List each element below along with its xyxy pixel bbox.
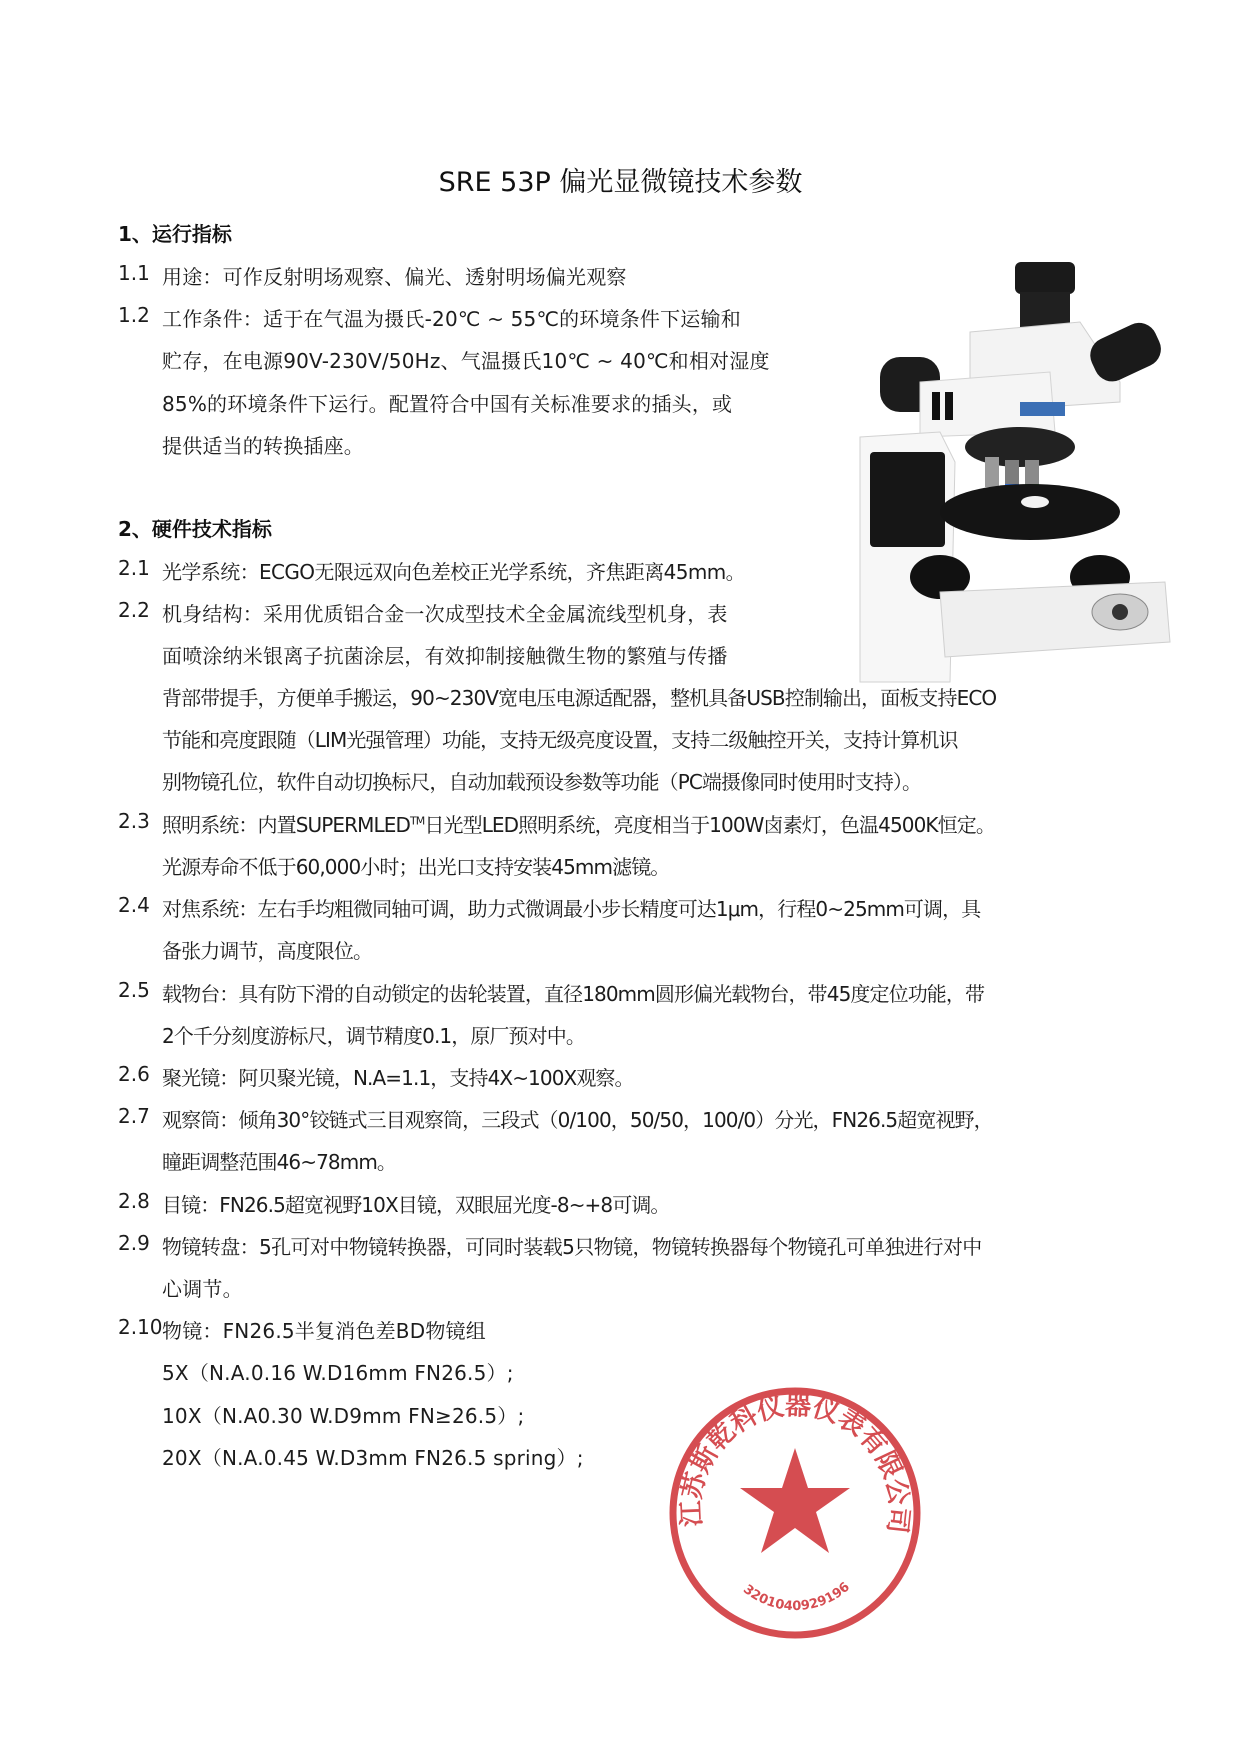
item-text-2-5-line2: 2个千分刻度游标尺，调节精度0.1，原厂预对中。 (162, 1024, 585, 1048)
item-text-1-2-line1: 工作条件：适于在气温为摄氏-20℃ ~ 55℃的环境条件下运输和 (162, 307, 741, 331)
item-text-2-10-line1: 物镜：FN26.5半复消色差BD物镜组 (162, 1319, 486, 1343)
item-text-2-3-line2: 光源寿命不低于60,000小时；出光口支持安装45mm滤镜。 (162, 855, 670, 879)
item-text-2-2-line4: 节能和亮度跟随（LIM光强管理）功能，支持无级亮度设置，支持二级触控开关，支持计算机识 (162, 728, 958, 752)
item-number-2-1: 2.1 (118, 556, 150, 580)
item-number-1-1: 1.1 (118, 261, 150, 285)
stamp-arc-text: 江苏斯乾科仪器仪表有限公司 (676, 1390, 914, 1535)
item-text-2-9-line1: 物镜转盘：5孔可对中物镜转换器，可同时装载5只物镜，物镜转换器每个物镜孔可单独进行对中 (162, 1235, 982, 1259)
item-text-2-5-line1: 载物台：具有防下滑的自动锁定的齿轮装置，直径180mm圆形偏光载物台，带45度定位功能，带 (162, 982, 985, 1006)
svg-text:3201040929196 (740, 1580, 853, 1614)
item-text-2-2-line3: 背部带提手，方便单手搬运，90~230V宽电压电源适配器，整机具备USB控制输出，面板支持ECO (162, 686, 997, 710)
section-heading-2: 2、硬件技术指标 (118, 517, 272, 541)
item-text-2-7-line1: 观察筒：倾角30°铰链式三目观察筒，三段式（0/100，50/50，100/0）分光，FN26.5超宽视野， (162, 1108, 993, 1132)
objective-20x: 20X（N.A.0.45 W.D3mm FN26.5 spring）; (162, 1446, 584, 1470)
document-title: SRE 53P 偏光显微镜技术参数 (438, 167, 803, 198)
item-number-2-6: 2.6 (118, 1062, 150, 1086)
item-text-2-2-line2: 面喷涂纳米银离子抗菌涂层，有效抑制接触微生物的繁殖与传播 (162, 644, 728, 668)
trademark-mark: TM (409, 814, 425, 828)
item-text-2-4-line2: 备张力调节，高度限位。 (162, 939, 373, 963)
item-number-2-8: 2.8 (118, 1189, 150, 1213)
item-number-2-2: 2.2 (118, 598, 150, 622)
item-text-2-6: 聚光镜：阿贝聚光镜，N.A=1.1，支持4X~100X观察。 (162, 1066, 634, 1090)
item-text-2-2-line1: 机身结构：采用优质铝合金一次成型技术全金属流线型机身，表 (162, 602, 728, 626)
item-text-1-2-line3: 85%的环境条件下运行。配置符合中国有关标准要求的插头，或 (162, 392, 733, 416)
item-number-2-9: 2.9 (118, 1231, 150, 1255)
item-text-2-2-line5: 别物镜孔位，软件自动切换标尺，自动加载预设参数等功能（PC端摄像同时使用时支持）。 (162, 770, 922, 794)
objective-5x: 5X（N.A.0.16 W.D16mm FN26.5）; (162, 1361, 514, 1385)
item-text-2-3-part-a: 照明系统：内置SUPERMLED (162, 813, 410, 837)
item-number-2-3: 2.3 (118, 809, 150, 833)
item-number-1-2: 1.2 (118, 303, 150, 327)
item-text-2-8: 目镜：FN26.5超宽视野10X目镜，双眼屈光度-8~+8可调。 (162, 1193, 670, 1217)
item-text-2-1: 光学系统：ECGO无限远双向色差校正光学系统，齐焦距离45mm。 (162, 560, 746, 584)
item-text-1-2-line4: 提供适当的转换插座。 (162, 434, 364, 458)
item-text-2-3-line1 (162, 809, 995, 838)
objective-10x: 10X（N.A0.30 W.D9mm FN≥26.5）; (162, 1404, 525, 1428)
item-text-2-4-line1: 对焦系统：左右手均粗微同轴可调，助力式微调最小步长精度可达1μm，行程0~25mm可调，具 (162, 897, 981, 921)
item-text-2-7-line2: 瞳距调整范围46~78mm。 (162, 1150, 397, 1174)
item-text-2-3-part-b: 日光型LED照明系统，亮度相当于100W卤素灯，色温4500K恒定。 (424, 813, 995, 837)
item-text-1-1: 用途：可作反射明场观察、偏光、透射明场偏光观察 (162, 265, 627, 289)
item-number-2-4: 2.4 (118, 893, 150, 917)
company-seal-stamp (665, 1383, 925, 1643)
item-number-2-5: 2.5 (118, 978, 150, 1002)
item-number-2-10: 2.10 (118, 1315, 163, 1339)
microscope-photo (820, 262, 1180, 712)
item-text-1-2-line2: 贮存，在电源90V-230V/50Hz、气温摄氏10℃ ~ 40℃和相对湿度 (162, 349, 770, 373)
item-text-2-9-line2: 心调节。 (162, 1277, 243, 1301)
section-heading-1: 1、运行指标 (118, 222, 232, 246)
stamp-number: 3201040929196 (740, 1579, 853, 1615)
item-number-2-7: 2.7 (118, 1104, 150, 1128)
